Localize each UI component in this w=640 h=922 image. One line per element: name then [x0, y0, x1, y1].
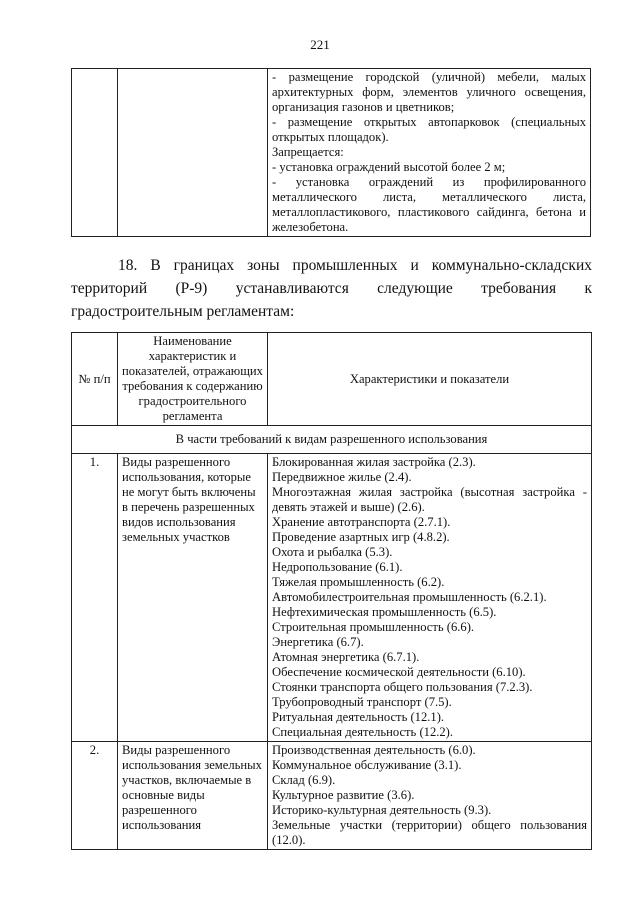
list-item: Тяжелая промышленность (6.2).: [272, 575, 445, 589]
text-line: - установка ограждений из профилированного металлического листа, металлического листа, металлопластикового, пластикового сайдинга, бетона и железобетона.: [272, 175, 586, 234]
list-item: Культурное развитие (3.6).: [272, 788, 415, 802]
list-item: Склад (6.9).: [272, 773, 336, 787]
list-item: Атомная энергетика (6.7.1).: [272, 650, 420, 664]
section-title: В части требований к видам разрешенного использования: [72, 426, 592, 454]
list-item: Трубопроводный транспорт (7.5).: [272, 695, 452, 709]
list-item: Специальная деятельность (12.2).: [272, 725, 454, 739]
row-values: [268, 454, 592, 742]
list-item: Блокированная жилая застройка (2.3).: [272, 455, 476, 469]
table-cell-num: [72, 69, 118, 237]
list-item: Строительная промышленность (6.6).: [272, 620, 475, 634]
row-num: 2.: [72, 742, 118, 850]
list-item: Коммунальное обслуживание (3.1).: [272, 758, 462, 772]
table-cell-name: [118, 69, 268, 237]
table-row: [72, 742, 592, 850]
row-name: Виды разрешенного использования земельных участков, включаемые в основные виды разрешенного использования: [118, 742, 268, 850]
list-item: Нефтехимическая промышленность (6.5).: [272, 605, 497, 619]
list-item: Историко-культурная деятельность (9.3).: [272, 803, 492, 817]
list-item: Автомобилестроительная промышленность (6.2.1).: [272, 590, 547, 604]
list-item: Производственная деятельность (6.0).: [272, 743, 476, 757]
paragraph-line: 18. В границах зоны промышленных и коммунально-складских: [118, 257, 592, 274]
list-item: Земельные участки (территории) общего пользования (12.0).: [272, 818, 587, 847]
header-name: Наименование характеристик и показателей, отражающих требования к содержанию градостроительного регламента: [118, 333, 268, 426]
paragraph-line: территорий (Р-9) устанавливаются следующие требования к: [71, 280, 592, 297]
list-item: Стоянки транспорта общего пользования (7.2.3).: [272, 680, 533, 694]
table-header-row: [72, 333, 592, 426]
table-row: [72, 454, 592, 742]
text-line: - установка ограждений высотой более 2 м;: [272, 160, 506, 174]
regulations-table: [71, 332, 592, 850]
continuation-table: [71, 68, 591, 237]
section-row: [72, 426, 592, 454]
row-values: [268, 742, 592, 850]
list-item: Недропользование (6.1).: [272, 560, 403, 574]
paragraph-line: градостроительным регламентам:: [71, 303, 295, 320]
page-number: 221: [310, 37, 330, 52]
table-cell-values: [268, 69, 591, 237]
header-num: № п/п: [72, 333, 118, 426]
table-row: [72, 69, 591, 237]
list-item: Ритуальная деятельность (12.1).: [272, 710, 445, 724]
section-paragraph: [71, 254, 592, 323]
list-item: Хранение автотранспорта (2.7.1).: [272, 515, 451, 529]
list-item: Многоэтажная жилая застройка (высотная застройка - девять этажей и выше) (2.6).: [272, 485, 587, 514]
list-item: Охота и рыбалка (5.3).: [272, 545, 393, 559]
row-name: Виды разрешенного использования, которые не могут быть включены в перечень разрешенных видов использования земельных участков: [118, 454, 268, 742]
list-item: Проведение азартных игр (4.8.2).: [272, 530, 450, 544]
list-item: Передвижное жилье (2.4).: [272, 470, 412, 484]
list-item: Энергетика (6.7).: [272, 635, 364, 649]
row-num: 1.: [72, 454, 118, 742]
list-item: Обеспечение космической деятельности (6.10).: [272, 665, 526, 679]
header-values: Характеристики и показатели: [268, 333, 592, 426]
text-line: - размещение городской (уличной) мебели, малых архитектурных форм, элементов уличного освещения, организация газонов и цветников;: [272, 70, 586, 114]
text-line: - размещение открытых автопарковок (специальных открытых площадок).: [272, 115, 586, 144]
text-line: Запрещается:: [272, 145, 344, 159]
